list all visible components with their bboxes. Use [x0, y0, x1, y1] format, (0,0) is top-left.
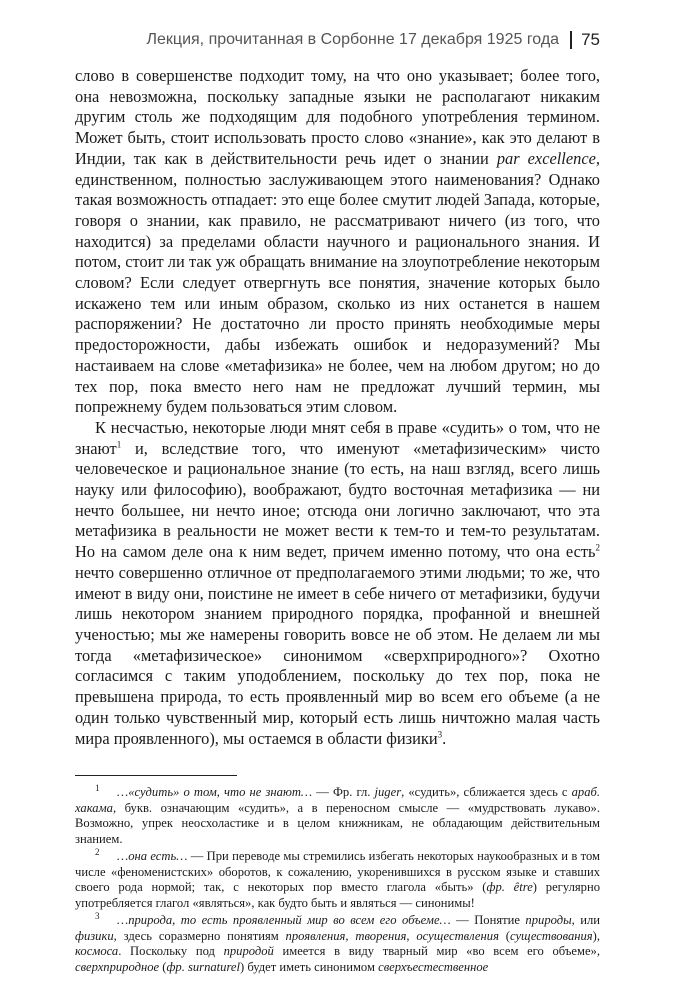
footnote-1: 1 …«судить» о том, что не знают… — Фр. гл. juger, «судить», сближается здесь с араб. хакама, букв. означающим «судить», а в переносном смысле — «мудрствовать лукаво». Возможно, упрек неосхоластике и в целом книжникам, не обладающим действительным знанием. — [75, 782, 600, 846]
page-number: 75 — [581, 30, 600, 49]
italic-term: par excellence — [496, 148, 596, 168]
footnote-ref-1[interactable]: 1 — [116, 439, 122, 450]
footnote-ref-2[interactable]: 2 — [595, 542, 600, 553]
footnote-ref-3[interactable]: 3 — [437, 729, 443, 740]
running-title: Лекция, прочитанная в Сорбонне 17 декабря 1925 года — [146, 31, 560, 48]
footnote-2: 2 …она есть… — При переводе мы стремились избегать некоторых наукообразных и в том числе «феноменистских» оборотов, к сожалению, укоренившихся в русском языке и ставших своего рода нормой; так, с некоторых пор вместо глагола «быть» (фр. être) регулярно употребляется глагол «являться», как будто быть и являться — синонимы! — [75, 846, 600, 910]
footnote-3: 3 …природа, то есть проявленный мир во всем его объеме… — Понятие природы, или физики, здесь соразмерно понятиям проявления, творения, осуществления (существования), космоса. Поскольку под природой имеется в виду тварный мир «во всем его объеме», сверхприродное (фр. surnaturel) будет иметь синонимом сверхъестественное — [75, 910, 601, 974]
header-divider — [570, 31, 572, 49]
running-header — [147, 30, 600, 50]
main-text — [75, 66, 600, 749]
paragraph-1: слово в совершенстве подходит тому, на что оно указывает; более того, она невозможна, поскольку западные языки не располагают никаким другим столь же подходящим для подобного употребления термином. Может быть, стоит использовать просто слово «знание», как это делают в Индии, так как в действительности речь идет о знании par excellence, единственном, полностью заслуживающем этого наименования? Однако такая возможность отпадает: это еще более смутит людей Запада, которые, говоря о знании, как правило, не рассматривают ничего (из того, что находится) за пределами области научного и рационального знания. И потом, стоит ли так уж обращать внимание на злоупотребление некоторым словом? Если следует отвергнуть все понятия, значение которых было искажено тем или иным образом, сколько из них останется в нашем распоряжении? Не достаточно ли просто принять необходимые меры предосторожности, дабы избежать ошибок и недоразумений? Мы настаиваем на слове «метафизика» не более, чем на любом другом; но до тех пор, пока вместо него нам не предложат лучший термин, мы попрежнему будем пользоваться этим словом. — [75, 66, 600, 417]
paragraph-2: К несчастью, некоторые люди мнят себя в праве «судить» о том, что не знают$^1$ и, вследствие того, что именуют «метафизическим» чисто человеческое и рациональное знание (то есть, на наш взгляд, всего лишь науку или философию), воображают, будто восточная метафизика — ни нечто большее, ни нечто иное; отсюда они логично заключают, что эта метафизика в реальности не может вести к тем-то и тем-то результатам. Но на самом деле она к ним ведет, причем именно потому, что она есть$^2$ нечто совершенно отличное от предполагаемого этими людьми; то же, что имеют в виду они, поистине не имеет в себе ничего от метафизики, будучи лишь некотором знанием природного порядка, профанной и внешней ученостью; мы же намерены говорить вовсе не об этом. Не делаем ли мы тогда «метафизическое» синонимом «сверхприродного»? Охотно согласимся с таким уподоблением, поскольку до тех пор, пока не превышена природа, то есть проявленный мир во всем его объеме (а не один только чувственный мир, который есть лишь ничтожно малая часть мира проявленного), мы остаемся в области физики$^3$. — [75, 417, 600, 748]
footnote-rule — [75, 775, 237, 776]
